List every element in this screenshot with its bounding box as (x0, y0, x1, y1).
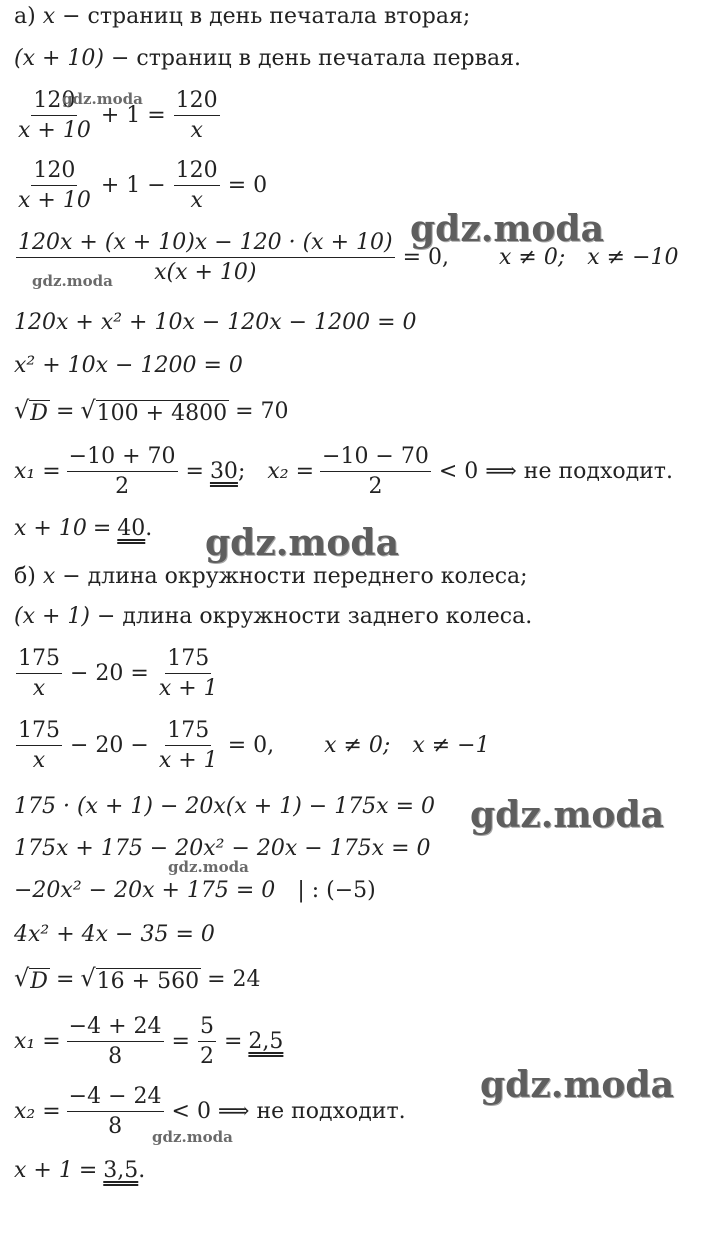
sqrt: √ 16 + 560 (80, 964, 200, 994)
sqrt: √ D (14, 964, 48, 994)
answer: 3,5 (103, 1158, 139, 1183)
watermark-logo: gdz.moda (480, 1064, 674, 1106)
watermark-logo: gdz.moda (410, 208, 604, 250)
b-discriminant: √ D = √ 16 + 560 = 24 (14, 964, 261, 994)
a-intro-line (14, 6, 470, 28)
b-final-answer: x + 1 = 3,5 . (14, 1158, 146, 1183)
answer-x1: 2,5 (248, 1028, 284, 1054)
b-equation-1: $\frac{175}{x}$ − 20 = $\frac{175}{x + 1}$ (18, 646, 218, 702)
fraction: $\frac{-10 + 70}{2}$ (68, 444, 176, 500)
a-expr: (x + 10) (14, 46, 104, 71)
a-label: а) (14, 4, 36, 29)
condition-2: x ≠ −1 (412, 732, 490, 758)
b-equation-3: 175 · (x + 1) − 20x(x + 1) − 175x = 0 (14, 794, 436, 819)
b-variable-desc: − длина окружности переднего колеса; (62, 564, 528, 589)
condition-1: x ≠ 0; (499, 244, 566, 270)
fraction: $\frac{175}{x}$ (18, 646, 60, 702)
fraction: $\frac{-4 + 24}{8}$ (68, 1014, 162, 1070)
b-expr: (x + 1) (14, 604, 90, 629)
a-second-line (14, 48, 521, 70)
a-variable: x (42, 4, 56, 29)
b-root-2: x₂ = $\frac{-4 - 24}{8}$ < 0 ⟹ не подходит. (14, 1084, 406, 1140)
a-final-answer: x + 10 = 40 . (14, 516, 153, 541)
fraction: $\frac{120x + (x + 10)x - 120 \cdot (x + 10)}{x(x + 10)}$ (18, 230, 393, 286)
b-equation-2: $\frac{175}{x}$ − 20 − $\frac{175}{x + 1}$ = 0, x ≠ 0; x ≠ −1 (18, 718, 490, 774)
a-discriminant: √ D = √ 100 + 4800 = 70 (14, 396, 289, 426)
fraction: $\frac{175}{x + 1}$ (158, 646, 218, 702)
sqrt: √ 100 + 4800 (80, 396, 228, 426)
answer: 40 (117, 516, 146, 541)
b-label: б) (14, 564, 36, 589)
sqrt: √ D (14, 396, 48, 426)
a-expr-desc: − страниц в день печатала первая. (111, 46, 522, 71)
answer-x1: 30 (209, 458, 238, 484)
a-equation-2: $\frac{120}{x + 10}$ + 1 − $\frac{120}{x}$ = 0 (18, 158, 268, 214)
a-variable-desc: − страниц в день печатала вторая; (62, 4, 471, 29)
watermark-logo: gdz.moda (152, 1128, 233, 1146)
a-equation-5: x² + 10x − 1200 = 0 (14, 353, 243, 378)
fraction: $\frac{175}{x + 1}$ (158, 718, 218, 774)
watermark-logo: gdz.moda (168, 858, 249, 876)
a-equation-3: $\frac{120x + (x + 10)x - 120 \cdot (x + 10)}{x(x + 10)}$ = 0, x ≠ 0; x ≠ −10 (18, 230, 679, 286)
b-root-1: x₁ = $\frac{-4 + 24}{8}$ = $\frac{5}{2}$ = 2,5 (14, 1014, 284, 1070)
fraction: $\frac{120}{x}$ (175, 88, 218, 144)
b-expr-desc: − длина окружности заднего колеса. (97, 604, 533, 629)
condition-1: x ≠ 0; (324, 732, 391, 758)
b-intro-line (14, 566, 528, 588)
watermark-logo: gdz.moda (62, 90, 143, 108)
watermark-logo: gdz.moda (470, 794, 664, 836)
fraction: $\frac{5}{2}$ (199, 1014, 214, 1070)
fraction: $\frac{-10 - 70}{2}$ (322, 444, 429, 500)
division-note: | : (−5) (297, 878, 376, 903)
fraction: $\frac{120}{x + 10}$ (18, 88, 91, 144)
watermark-logo: gdz.moda (205, 522, 399, 564)
b-variable: x (42, 564, 56, 589)
b-equation-4: 175x + 175 − 20x² − 20x − 175x = 0 (14, 836, 431, 861)
fraction: $\frac{120}{x}$ (175, 158, 218, 214)
condition-2: x ≠ −10 (587, 244, 679, 270)
fraction: $\frac{175}{x}$ (18, 718, 60, 774)
a-roots: x₁ = $\frac{-10 + 70}{2}$ = 30 ; x₂ = $\frac{-10 - 70}{2}$ < 0 ⟹ не подходит. (14, 444, 673, 500)
b-equation-5: −20x² − 20x + 175 = 0 | : (−5) (14, 878, 376, 903)
a-equation-4: 120x + x² + 10x − 120x − 1200 = 0 (14, 310, 417, 335)
fraction: $\frac{-4 - 24}{8}$ (68, 1084, 162, 1140)
a-equation-1: $\frac{120}{x + 10}$ + 1 = $\frac{120}{x}$ (18, 88, 218, 144)
fraction: $\frac{120}{x + 10}$ (18, 158, 91, 214)
watermark-logo: gdz.moda (32, 272, 113, 290)
b-equation-6: 4x² + 4x − 35 = 0 (14, 922, 215, 947)
b-second-line (14, 606, 532, 628)
